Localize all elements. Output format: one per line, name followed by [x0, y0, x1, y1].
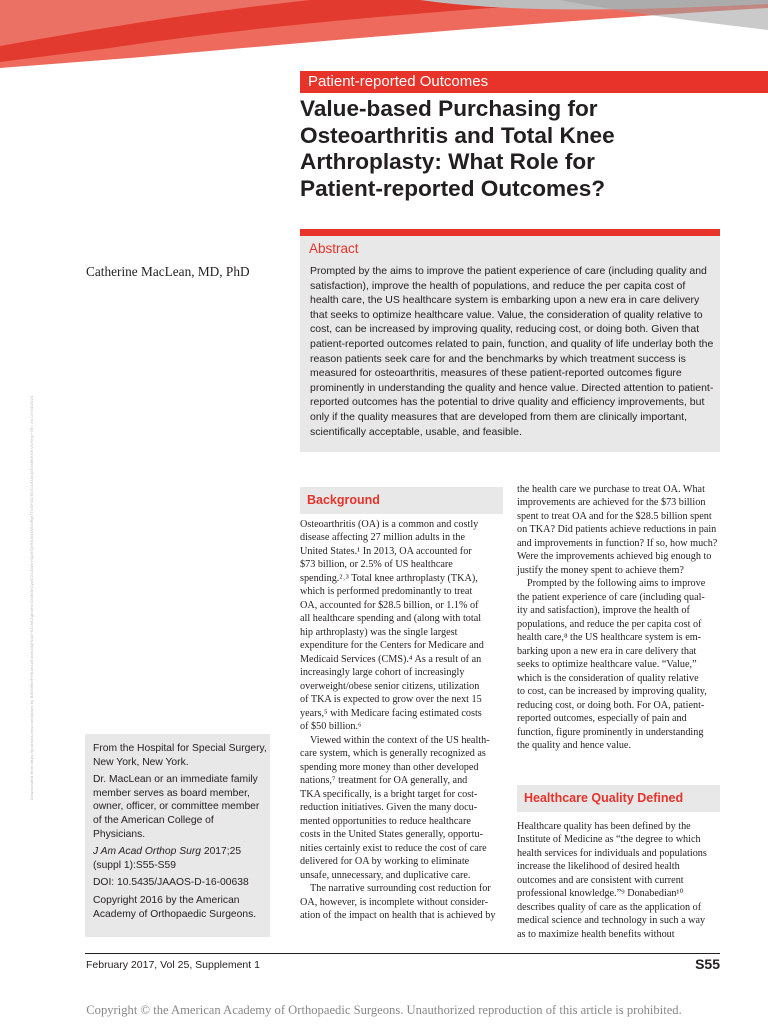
body-line: of TKA is expected to grow over the next 15	[300, 694, 482, 706]
abstract-line: reported outcomes has the potential to drive quality and efficiency improvements, but	[310, 396, 705, 409]
affiliation-line: Copyright 2016 by the American	[93, 894, 240, 906]
body-line: overweight/obese senior citizens, utilization	[300, 680, 480, 692]
right-column-body	[517, 483, 720, 753]
abstract-line: cost, can be increased by improving quality, reducing cost, or doing both. Given that	[310, 323, 700, 336]
abstract-line: reason patients seek care for and the benchmarks by which treatment success is	[310, 352, 686, 365]
body-line: which is performed predominantly to treat	[300, 586, 473, 598]
affiliation-line: Dr. MacLean or an immediate family	[93, 774, 258, 786]
abstract-line: only if the quality measures that are developed from them are clinically important,	[310, 410, 688, 423]
background-body	[300, 518, 503, 923]
title-line: Arthroplasty: What Role for	[300, 149, 595, 174]
affiliation-line: owner, officer, or committee member	[93, 801, 260, 813]
background-heading-box	[300, 487, 503, 514]
issue-info: February 2017, Vol 25, Supplement 1	[86, 959, 260, 971]
body-line: expenditure for the Centers for Medicare and	[300, 640, 484, 652]
body-line: Viewed within the context of the US health-	[310, 734, 490, 746]
body-line: function, figure prominently in understanding	[517, 726, 704, 738]
body-line: as to maximize health benefits without	[517, 928, 675, 940]
body-line: populations, and reduce the per capita cost of	[517, 618, 702, 630]
quality-heading: Healthcare Quality Defined	[524, 791, 684, 805]
body-line: of $50 billion.⁶	[300, 721, 362, 733]
abstract-box	[300, 236, 720, 452]
download-stamp-text: Downloaded from https://journals.lww.com/jaaos by BhDMf5ePHKav1zEoum1tQfN4a+kJLhEZgbsIHo4XMi0hCywCX1AWnYQp/IlQrHD3i3D0OdRyi7TvSFl4Cf3VC4/OAVpDDa8KKGKV0Ymy+78= on 07/04/2024	[29, 395, 34, 800]
body-line: nations,⁷ treatment for OA generally, and	[300, 775, 468, 787]
hospital-affiliation	[93, 742, 267, 769]
abstract-line: scientifically acceptable, usable, and feasible.	[310, 425, 522, 438]
body-line: care system, which is generally recognized as	[300, 748, 486, 760]
body-line: spending.²˒³ Total knee arthroplasty (TKA),	[300, 572, 478, 584]
disclosure	[93, 773, 267, 841]
copyright-affiliation	[93, 894, 267, 921]
abstract-line: health care, the US healthcare system is embarking upon a new era in care delivery	[310, 294, 700, 307]
citation-journal: J Am Acad Orthop Surg	[93, 846, 201, 858]
body-line: Institute of Medicine as “the degree to which	[517, 834, 701, 846]
body-line: TKA specifically, is a bright target for cost-	[300, 788, 478, 800]
title-line: Value-based Purchasing for	[300, 96, 598, 121]
body-line: reduction initiatives. Given the many docu-	[300, 802, 478, 814]
article-title	[300, 96, 740, 202]
author-name: Catherine MacLean, MD, PhD	[86, 264, 250, 279]
body-line: disease affecting 27 million adults in the	[300, 532, 466, 544]
body-line: ity and satisfaction), improve the health of	[517, 605, 690, 617]
title-line: Osteoarthritis and Total Knee	[300, 122, 615, 148]
body-line: health care,⁸ the US healthcare system is em-	[517, 632, 702, 644]
body-line: OA, however, is incomplete without consider-	[300, 896, 489, 908]
body-line: Were the improvements achieved big enough to	[517, 551, 712, 563]
body-line: unsafe, unnecessary, and duplicative care.	[300, 869, 471, 881]
affiliation-line: Academy of Orthopaedic Surgeons.	[93, 908, 257, 920]
page-number: S55	[695, 956, 720, 972]
body-line: OA, accounted for $28.5 billion, or 1.1% of	[300, 599, 479, 611]
body-line: nities certainly exist to reduce the cost of care	[300, 842, 487, 854]
body-line: costs in the United States generally, opportu-	[300, 829, 483, 841]
title-line: Patient-reported Outcomes?	[300, 175, 606, 201]
body-line: spent to treat OA and for the $28.5 billion spent	[517, 510, 712, 522]
body-line: medical science and technology in such a way	[517, 915, 706, 927]
abstract-line: patient-reported outcomes related to pain, function, and quality of life underlay both the	[310, 337, 714, 350]
download-stamp	[29, 395, 34, 801]
body-line: Osteoarthritis (OA) is a common and costly	[300, 519, 479, 530]
decorative-corner-swoosh	[0, 0, 768, 70]
copyright-notice: Copyright © the American Academy of Orthopaedic Surgeons. Unauthorized reproduction of this article is prohibited.	[86, 1003, 682, 1017]
body-line: The narrative surrounding cost reduction for	[310, 883, 491, 895]
abstract-heading: Abstract	[309, 241, 359, 256]
body-line: improvements are achieved for the $73 billion	[517, 497, 706, 509]
abstract-line: measured for osteoarthritis, measures of these patient-reported outcomes figure	[310, 367, 682, 380]
body-line: years,⁵ with Medicare facing estimated costs	[300, 707, 482, 719]
body-line: increase the likelihood of desired health	[517, 861, 680, 873]
section-label-bar	[300, 71, 768, 93]
body-line: reducing cost, or doing both. For OA, patient-	[517, 699, 705, 711]
body-line: reported outcomes, especially of pain and	[517, 713, 687, 725]
abstract-rule	[300, 229, 720, 236]
citation-line: (suppl 1):S55-S59	[93, 859, 176, 871]
body-line: hip arthroplasty) was the single largest	[300, 626, 458, 638]
body-line: the patient experience of care (including qual-	[517, 591, 705, 603]
abstract-line: Prompted by the aims to improve the patient experience of care (including quality and	[310, 265, 707, 277]
body-line: professional knowledge.”⁹ Donabedian¹⁰	[517, 888, 684, 900]
body-line: on TKA? Did patients achieve reductions in pain	[517, 524, 717, 536]
footer-rule	[85, 953, 720, 954]
citation-line	[93, 845, 267, 859]
body-line: all healthcare spending and (along with total	[300, 613, 482, 625]
body-line: Prompted by the following aims to improve	[527, 578, 706, 590]
citation	[93, 845, 267, 872]
abstract-line: satisfaction), improve the health of populations, and reduce the per capita cost of	[310, 279, 686, 292]
body-line: which is the consideration of quality relative	[517, 672, 699, 684]
body-line: justify the money spent to achieve them?	[517, 564, 684, 576]
body-line: $73 billion, or 2.5% of US healthcare	[300, 559, 453, 571]
doi	[93, 876, 267, 890]
quality-heading-box	[517, 785, 720, 812]
abstract-line: that seeks to optimize healthcare value. Value, the consideration of quality relative to	[310, 308, 703, 321]
body-line: ation of the impact on health that is achieved by	[300, 910, 496, 922]
body-line: mented opportunities to reduce healthcare	[300, 815, 471, 827]
affiliation-box	[85, 734, 270, 937]
body-line: outcomes and are consistent with current	[517, 874, 684, 886]
body-line: increasingly large cohort of increasingly	[300, 667, 465, 679]
body-line: and improvements in function? If so, how much?	[517, 537, 718, 549]
affiliation-line: From the Hospital for Special Surgery,	[93, 743, 267, 754]
doi-line: DOI: 10.5435/JAAOS-D-16-00638	[93, 877, 249, 889]
quality-body	[517, 820, 720, 941]
body-line: delivered for OA by working to eliminate	[300, 856, 470, 868]
affiliation-line: member serves as board member,	[93, 787, 250, 799]
body-line: barking upon a new era in care delivery that	[517, 645, 697, 657]
body-line: Medicaid Services (CMS).⁴ As a result of an	[300, 653, 482, 665]
body-line: United States.¹ In 2013, OA accounted for	[300, 545, 472, 557]
body-line: seeks to optimize healthcare value. “Value,”	[517, 659, 697, 671]
abstract-line: prominently in understanding the quality and hence value. Directed attention to patient-	[310, 381, 714, 394]
body-line: health services for individuals and populations	[517, 847, 707, 859]
background-heading: Background	[307, 493, 380, 507]
body-line: the quality and hence value.	[517, 740, 631, 752]
section-label: Patient-reported Outcomes	[308, 73, 489, 90]
body-line: to cost, can be increased by improving quality,	[517, 686, 707, 698]
affiliation-line: of the American College of	[93, 814, 214, 826]
body-line: Healthcare quality has been defined by the	[517, 821, 691, 832]
affiliation-line: Physicians.	[93, 828, 146, 840]
affiliation-text	[93, 742, 267, 925]
abstract-text	[310, 264, 714, 439]
citation-year: 2017;25	[200, 846, 242, 858]
body-line: spending more money than other developed	[300, 761, 479, 773]
affiliation-line: New York, New York.	[93, 756, 189, 768]
body-line: the health care we purchase to treat OA. What	[517, 484, 705, 495]
body-line: describes quality of care as the application of	[517, 901, 702, 913]
